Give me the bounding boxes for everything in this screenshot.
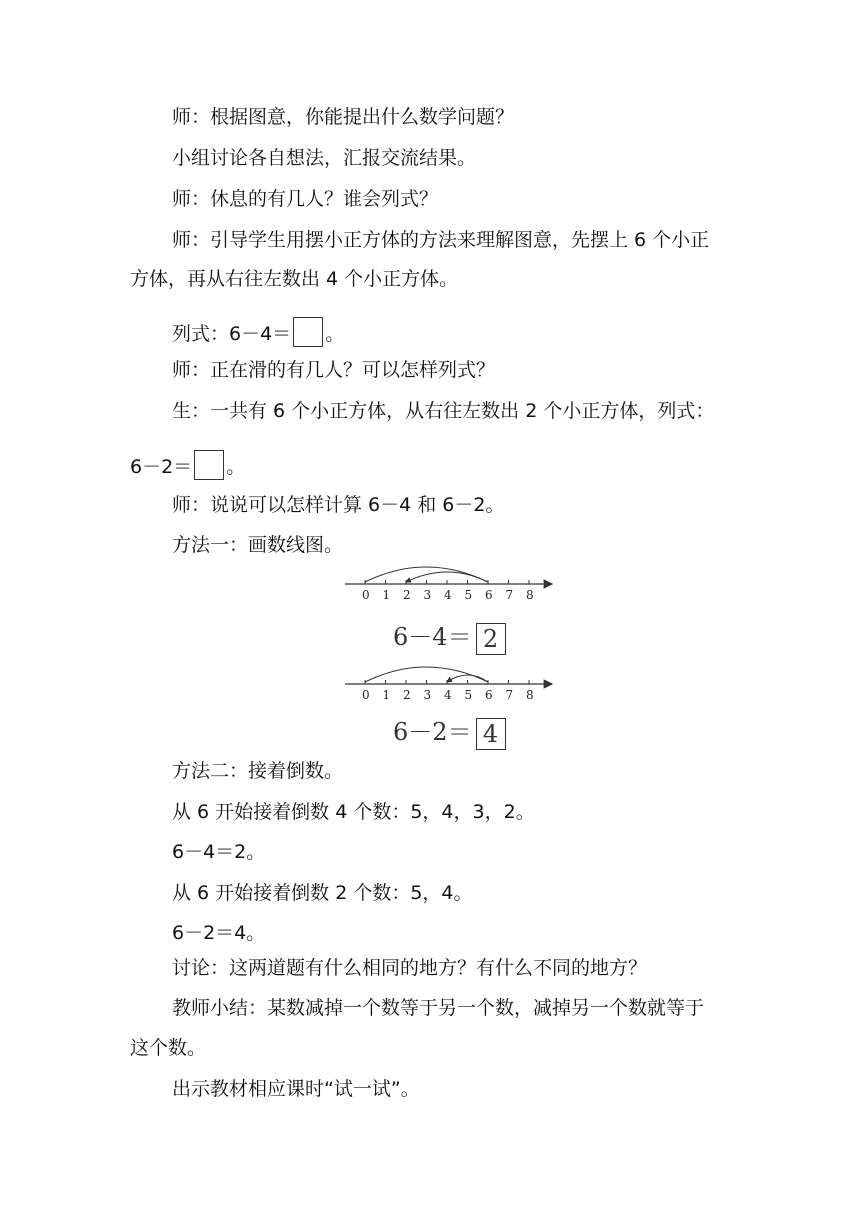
- text-line-7: 师：正在滑的有几人？可以怎样列式？: [172, 359, 496, 381]
- text-line-4: 师：引导学生用摆小正方体的方法来理解图意，先摆上 6 个小正: [172, 229, 710, 251]
- text-line-16: 6－2＝4。: [172, 922, 266, 944]
- text-line-11: 方法一：画数线图。: [172, 534, 344, 556]
- figure-equation-1: 6－4＝ 2: [393, 617, 506, 655]
- text-line-20: 出示教材相应课时“试一试”。: [172, 1078, 420, 1100]
- arc-0-to-6: [365, 667, 488, 682]
- tick-label: 3: [423, 688, 432, 702]
- text-line-15: 从 6 开始接着倒数 2 个数：5，4。: [172, 882, 473, 904]
- tick-label: 7: [505, 588, 514, 602]
- text-line-13: 从 6 开始接着倒数 4 个数：5，4，3，2。: [172, 801, 535, 823]
- text-line-10: 师：说说可以怎样计算 6－4 和 6－2。: [172, 494, 505, 516]
- tick-label: 2: [403, 688, 411, 702]
- figure-answer-box: 4: [476, 718, 506, 750]
- text-line-2: 小组讨论各自想法，汇报交流结果。: [172, 147, 477, 169]
- formula-line-1: 列式：6－4＝ 。: [172, 317, 344, 347]
- tick-label: 4: [444, 688, 452, 702]
- number-line-figure-2: [340, 662, 570, 706]
- text-line-8: 生：一共有 6 个小正方体，从右往左数出 2 个小正方体，列式：: [172, 400, 715, 422]
- text-line-17: 讨论：这两道题有什么相同的地方？有什么不同的地方？: [172, 957, 648, 979]
- tick-label: 7: [505, 688, 514, 702]
- tick-label: 1: [382, 688, 391, 702]
- tick-label: 8: [526, 688, 534, 702]
- text-line-19: 这个数。: [130, 1037, 207, 1059]
- tick-label: 0: [362, 588, 370, 602]
- tick-label: 0: [362, 688, 370, 702]
- tick-label: 6: [485, 688, 493, 702]
- text-line-1: 师：根据图意，你能提出什么数学问题？: [172, 106, 515, 128]
- text-line-12: 方法二：接着倒数。: [172, 760, 344, 782]
- text-line-14: 6－4＝2。: [172, 841, 266, 863]
- tick-label: 5: [464, 588, 473, 602]
- text-line-18: 教师小结：某数减掉一个数等于另一个数，减掉另一个数就等于: [172, 997, 705, 1019]
- figure-equation-2: 6－2＝ 4: [393, 712, 506, 750]
- tick-label: 4: [444, 588, 452, 602]
- figure-answer-box: 2: [476, 623, 506, 655]
- tick-label: 6: [485, 588, 493, 602]
- text-line-5: 方体，再从右往左数出 4 个小正方体。: [130, 268, 459, 290]
- tick-label: 3: [423, 588, 432, 602]
- tick-label: 1: [382, 588, 391, 602]
- tick-label: 8: [526, 588, 534, 602]
- answer-blank-box: [194, 450, 224, 480]
- tick-label: 2: [403, 588, 411, 602]
- tick-label: 5: [464, 688, 473, 702]
- number-line-figure-1: [340, 562, 570, 606]
- formula-line-2: 6－2＝ 。: [130, 450, 245, 480]
- answer-blank-box: [293, 317, 323, 347]
- text-line-3: 师：休息的有几人？谁会列式？: [172, 188, 439, 210]
